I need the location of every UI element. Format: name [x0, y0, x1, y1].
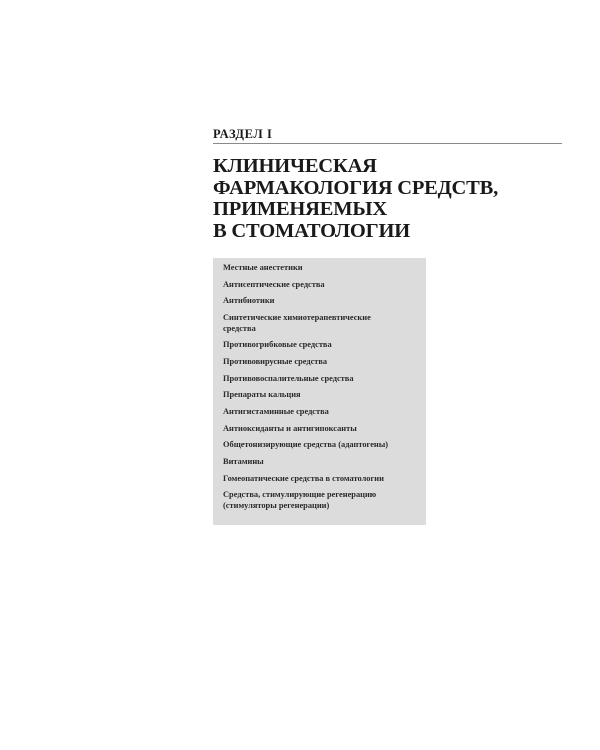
contents-item	[223, 296, 418, 307]
chapter-title-line: ПРИМЕНЯЕМЫХ	[213, 198, 387, 220]
contents-item-text: Антисептические средства	[223, 279, 325, 289]
contents-item	[223, 313, 418, 334]
contents-item	[223, 357, 418, 368]
contents-item-text: Антигистаминные средства	[223, 407, 329, 416]
contents-item-text: Средства, стимулирующие регенерацию	[223, 490, 377, 500]
chapter-title-line: В СТОМАТОЛОГИИ	[213, 219, 410, 242]
contents-item-text: Противогрибковые средства	[223, 340, 332, 350]
section-label: РАЗДЕЛ I	[213, 127, 273, 141]
contents-item-text-continued: (стимуляторы регенерации)	[223, 500, 330, 510]
contents-item-text: Препараты кальция	[223, 390, 301, 400]
contents-item-text: Противовирусные средства	[223, 356, 328, 366]
contents-item-text: Антибиотики	[223, 296, 275, 306]
contents-item-text: Гомеопатические средства в стоматологии	[223, 473, 384, 483]
contents-item	[223, 407, 418, 418]
contents-item-text: Антиоксиданты и антигипоксанты	[223, 423, 357, 433]
contents-box	[213, 258, 426, 525]
chapter-title-line: КЛИНИЧЕСКАЯ	[213, 155, 377, 177]
contents-item	[223, 390, 418, 401]
chapter-title	[213, 156, 573, 242]
contents-item-text: Местные анестетики	[223, 263, 303, 272]
contents-item-text: Синтетические химиотерапевтические	[223, 313, 371, 323]
contents-item	[223, 457, 418, 468]
contents-item	[223, 440, 418, 451]
contents-item-text-continued: средства	[223, 323, 256, 333]
contents-item	[223, 424, 418, 435]
contents-list	[223, 263, 418, 511]
contents-item	[223, 263, 418, 274]
contents-item	[223, 374, 418, 385]
contents-item	[223, 474, 418, 485]
contents-item	[223, 280, 418, 291]
contents-item	[223, 490, 418, 511]
chapter-title-line: ФАРМАКОЛОГИЯ СРЕДСТВ,	[213, 176, 499, 199]
contents-item-text: Витамины	[223, 457, 264, 467]
section-divider	[213, 143, 562, 144]
contents-item-text: Противовоспалительные средства	[223, 373, 354, 383]
contents-item	[223, 340, 418, 351]
contents-item-text: Общетонизирующие средства (адаптогены)	[223, 440, 389, 450]
